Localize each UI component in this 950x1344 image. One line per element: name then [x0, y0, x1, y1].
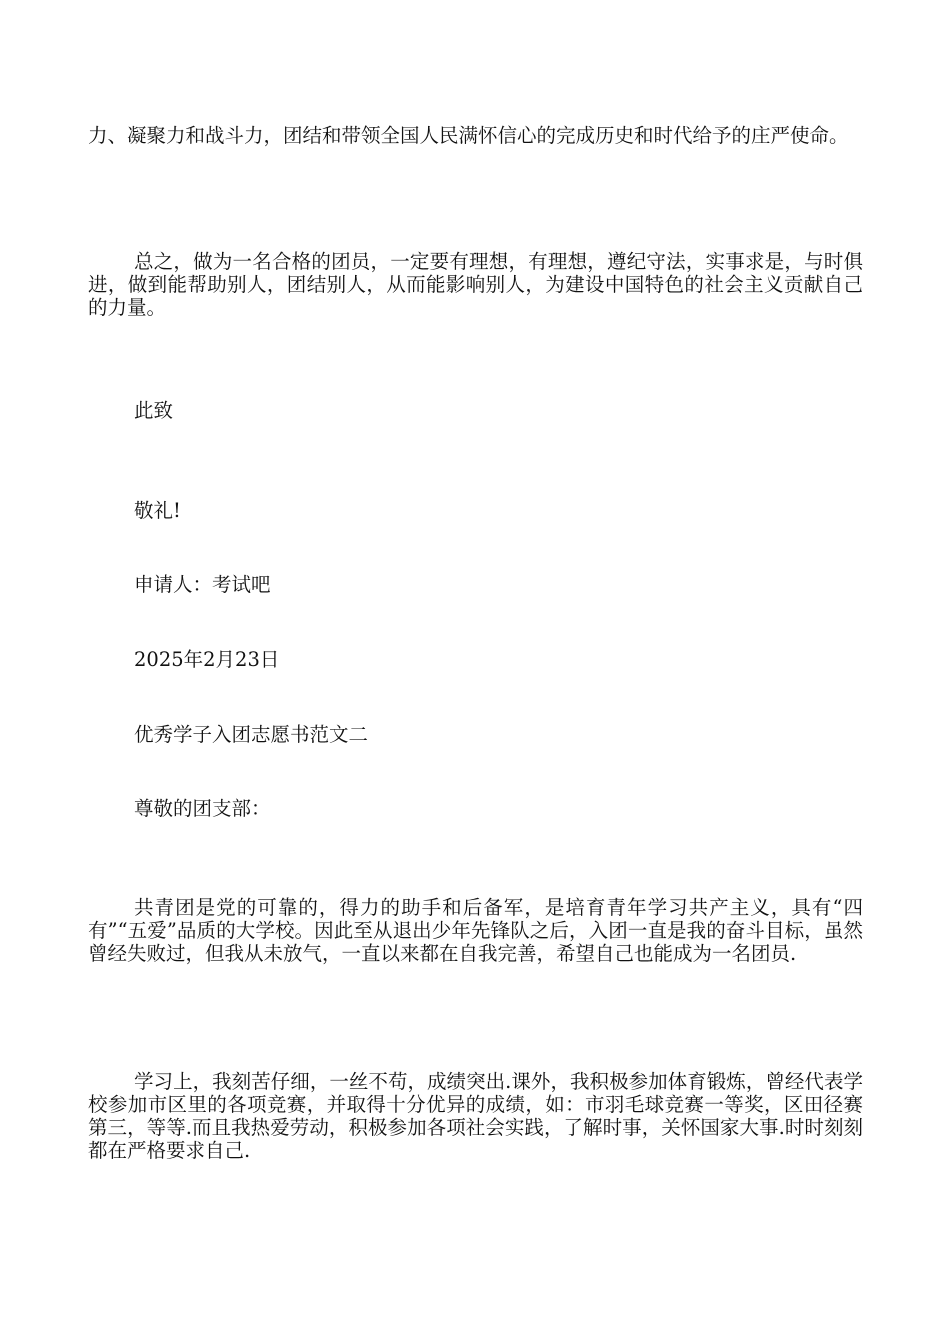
section-title: 优秀学子入团志愿书范文二	[134, 723, 369, 746]
closing-regards: 敬礼!	[134, 499, 181, 522]
paragraph-conclusion: 总之，做为一名合格的团员，一定要有理想，有理想，遵纪守法，实事求是，与时俱进，做到能帮助别人，团结别人，从而能影响别人，为建设中国特色的社会主义贡献自己的力量。	[88, 250, 863, 319]
applicant-signature: 申请人：考试吧	[134, 573, 271, 596]
paragraph-study-and-activities: 学习上，我刻苦仔细，一丝不苟，成绩突出.课外，我积极参加体育锻炼，曾经代表学校参加市区里的各项竞赛，并取得十分优异的成绩，如：市羽毛球竞赛一等奖，区田径赛第三，等等.而且我热爱劳动，积极参加各项社会实践，了解时事，关怀国家大事.时时刻刻都在严格要求自己.	[88, 1070, 863, 1162]
application-date: 2025年2月23日	[134, 648, 280, 671]
closing-salutation: 此致	[134, 399, 174, 422]
paragraph-league-introduction: 共青团是党的可靠的，得力的助手和后备军，是培育青年学习共产主义，具有“四有”“五爱”品质的大学校。因此至从退出少年先锋队之后，入团一直是我的奋斗目标，虽然曾经失败过，但我从未放气，一直以来都在自我完善，希望自己也能成为一名团员.	[88, 896, 863, 965]
paragraph-mission-continuation: 力、凝聚力和战斗力，团结和带领全国人民满怀信心的完成历史和时代给予的庄严使命。	[88, 124, 849, 147]
greeting: 尊敬的团支部：	[134, 797, 271, 820]
